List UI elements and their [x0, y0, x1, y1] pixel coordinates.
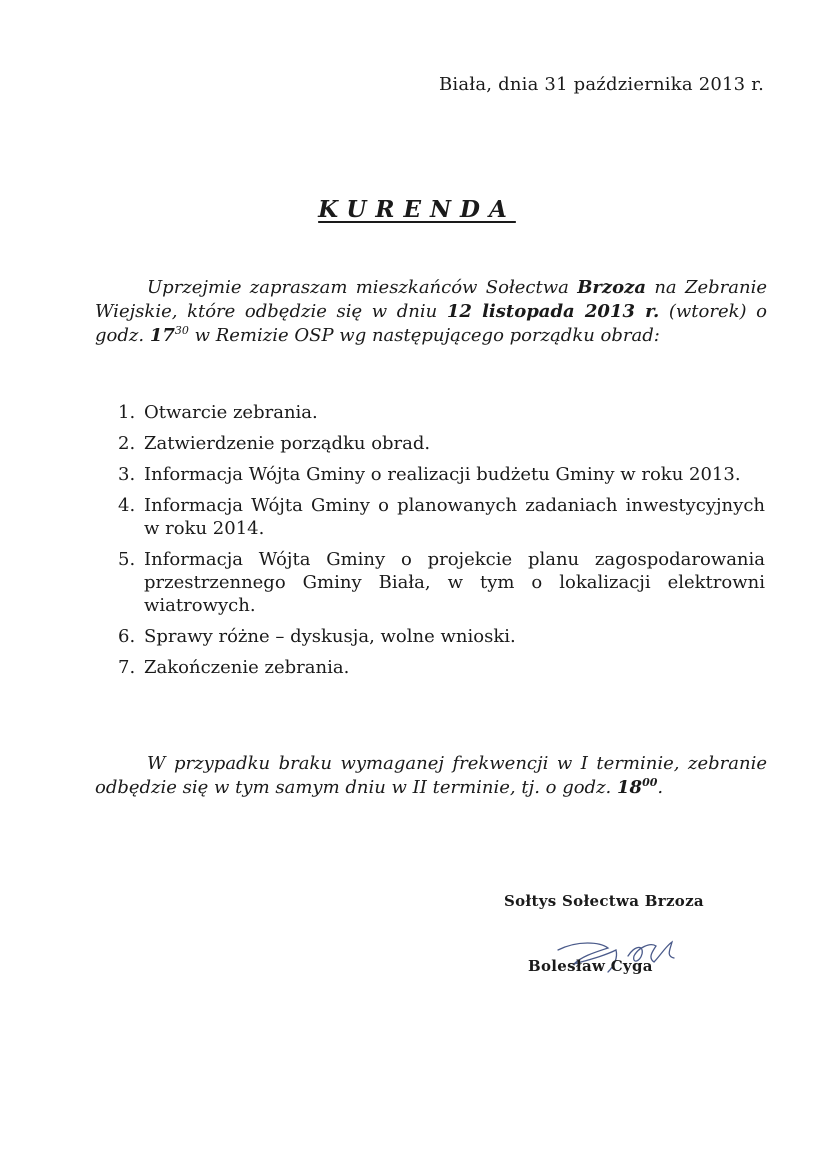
- note-text-2: .: [657, 777, 664, 798]
- agenda-item-number: 7.: [118, 657, 136, 678]
- document-title: KURENDA: [318, 196, 516, 223]
- note-text-1: W przypadku braku wymaganej frekwencji w I terminie, zebranie odbędzie się w tym samym dniu w II terminie, tj. o godz.: [95, 753, 767, 798]
- agenda-item-text: Informacja Wójta Gminy o planowanych zadaniach inwestycyjnych w roku 2014.: [144, 495, 765, 539]
- village-name: Brzoza: [577, 277, 647, 298]
- signatory-name: Bolesław Cyga: [528, 957, 653, 975]
- agenda-item-number: 3.: [118, 464, 136, 485]
- invite-text-2: na Zebranie Wiejskie, które odbędzie się w dniu: [95, 277, 767, 322]
- agenda-item: [118, 494, 765, 540]
- agenda-list: [118, 401, 765, 687]
- agenda-item: [118, 463, 765, 486]
- quorum-note: [95, 752, 767, 800]
- agenda-item: [118, 401, 765, 424]
- agenda-item-text: Zatwierdzenie porządku obrad.: [144, 433, 431, 454]
- signatory-role: Sołtys Sołectwa Brzoza: [504, 892, 704, 910]
- agenda-item-text: Otwarcie zebrania.: [144, 402, 318, 423]
- second-term-time-minutes: 00: [642, 776, 658, 789]
- invite-text-1: Uprzejmie zapraszam mieszkańców Sołectwa: [147, 277, 578, 298]
- agenda-item-number: 4.: [118, 495, 136, 516]
- agenda-item-text: Informacja Wójta Gminy o projekcie planu zagospodarowania przestrzennego Gminy Biała, w tym o lokalizacji elektrowni wiatrowych.: [144, 549, 765, 616]
- agenda-item: [118, 656, 765, 679]
- meeting-time-hour: 17: [149, 325, 175, 346]
- agenda-item: [118, 548, 765, 617]
- agenda-item-number: 6.: [118, 626, 136, 647]
- agenda-item-number: 2.: [118, 433, 136, 454]
- meeting-date: 12 listopada 2013 r.: [446, 301, 660, 322]
- date-line: Biała, dnia 31 października 2013 r.: [438, 74, 764, 95]
- invite-text-3: (wtorek) o godz.: [95, 301, 768, 346]
- second-term-time-hour: 18: [617, 777, 643, 798]
- agenda-item: [118, 432, 765, 455]
- agenda-item-number: 1.: [118, 402, 136, 423]
- invitation-paragraph: [95, 276, 767, 348]
- agenda-item-text: Zakończenie zebrania.: [144, 657, 350, 678]
- agenda-item-number: 5.: [118, 549, 136, 570]
- invite-text-4: w Remizie OSP wg następującego porządku obrad:: [188, 325, 660, 346]
- agenda-item-text: Sprawy różne – dyskusja, wolne wnioski.: [144, 626, 516, 647]
- meeting-time-minutes: 30: [174, 324, 189, 337]
- agenda-item-text: Informacja Wójta Gminy o realizacji budżetu Gminy w roku 2013.: [144, 464, 741, 485]
- agenda-item: [118, 625, 765, 648]
